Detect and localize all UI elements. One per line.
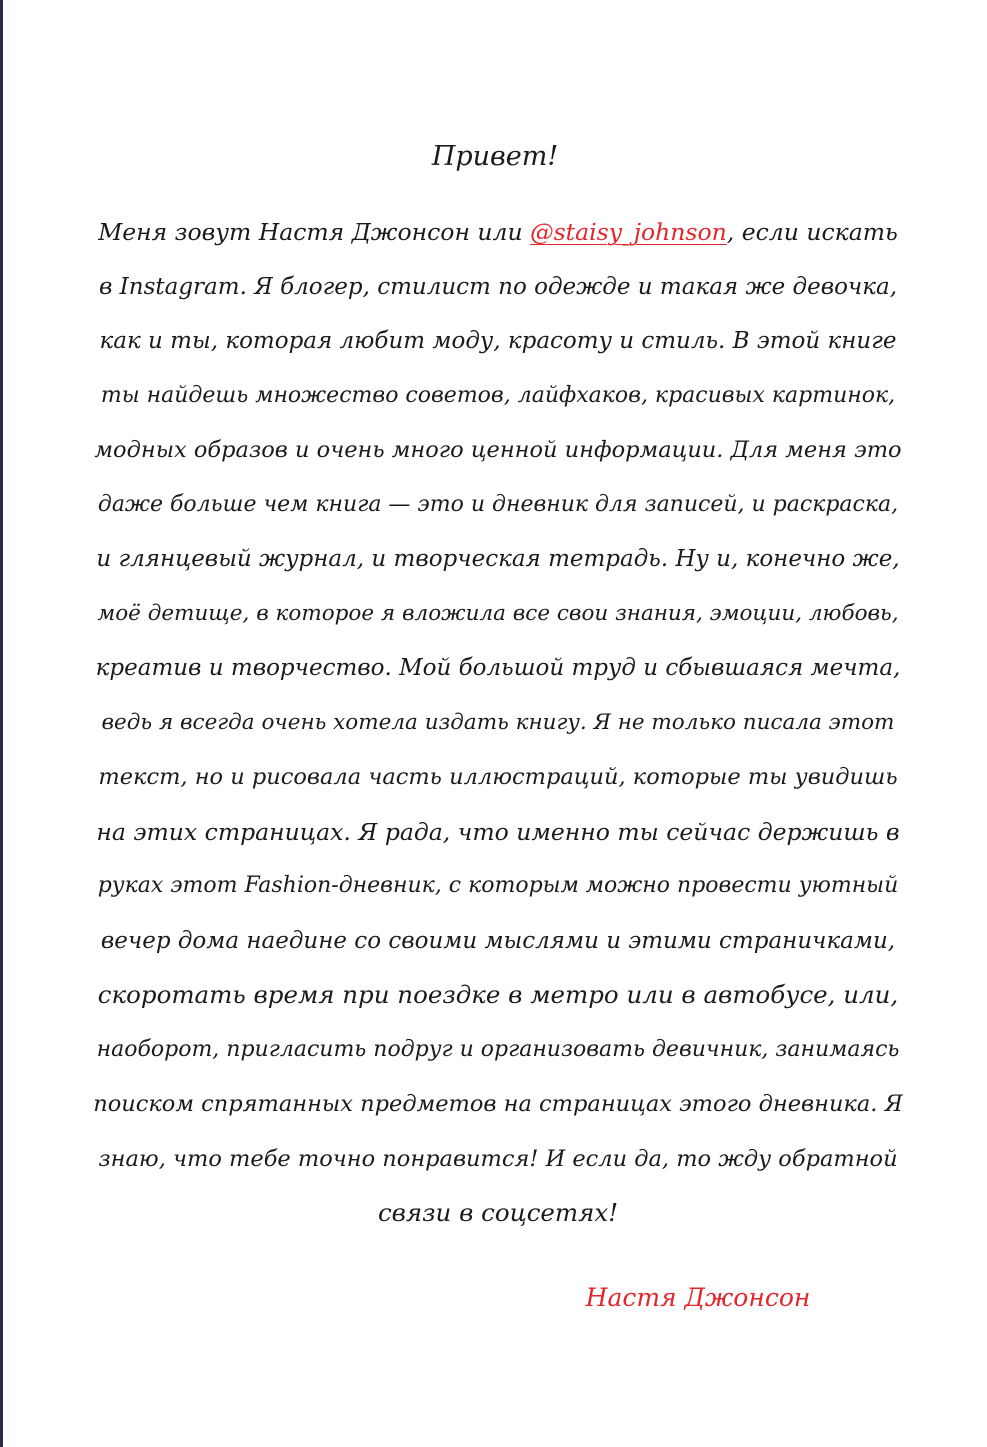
body-line: на этих страницах. Я рада, что именно ты сейчас держишь в [96, 817, 900, 846]
body-line: поиском спрятанных предметов на страницах этого дневника. Я [93, 1091, 903, 1117]
body-line: связи в соцсетях! [377, 1198, 619, 1227]
body-line: и глянцевый журнал, и творческая тетрадь. Ну и, конечно же, [96, 546, 900, 572]
body-line-text: Меня зовут Настя Джонсон или [98, 218, 531, 246]
body-line: ведь я всегда очень хотела издать книгу. Я не только писала этот [101, 709, 895, 735]
body-line [93, 205, 903, 260]
instagram-handle-link[interactable]: @staisy_johnson [530, 218, 727, 246]
body-line: скоротать время при поездке в метро или в автобусе, или, [97, 980, 899, 1009]
author-signature: Настя Джонсон [585, 1283, 811, 1312]
body-line: креатив и творчество. Мой большой труд и сбывшаяся мечта, [95, 655, 901, 681]
body-line: в Instagram. Я блогер, стилист по одежде и такая же девочка, [98, 273, 897, 300]
body-line: текст, но и рисовала часть иллюстраций, которые ты увидишь [98, 764, 898, 790]
body-line: как и ты, которая любит моду, красоту и стиль. В этой книге [99, 328, 897, 354]
greeting-heading: Привет! [431, 141, 559, 172]
body-line: даже больше чем книга — это и дневник для записей, и раскраска, [97, 491, 899, 517]
body-line: модных образов и очень много ценной информации. Для меня это [94, 437, 902, 463]
body-line: руках этот Fashion-дневник, с которым можно провести уютный [97, 873, 899, 898]
body-line: ты найдешь множество советов, лайфхаков, красивых картинок, [100, 382, 896, 408]
body-line: наоборот, пригласить подруг и организовать девичник, занимаясь [96, 1036, 900, 1062]
body-line: знаю, что тебе точно понравится! И если да, то жду обратной [98, 1145, 898, 1172]
body-line: моё детище, в которое я вложила все свои знания, эмоции, любовь, [97, 600, 899, 626]
letter-body [93, 205, 903, 1241]
body-line: вечер дома наедине со своими мыслями и этими страничками, [100, 927, 896, 954]
body-line-text: , если искать [726, 218, 898, 246]
